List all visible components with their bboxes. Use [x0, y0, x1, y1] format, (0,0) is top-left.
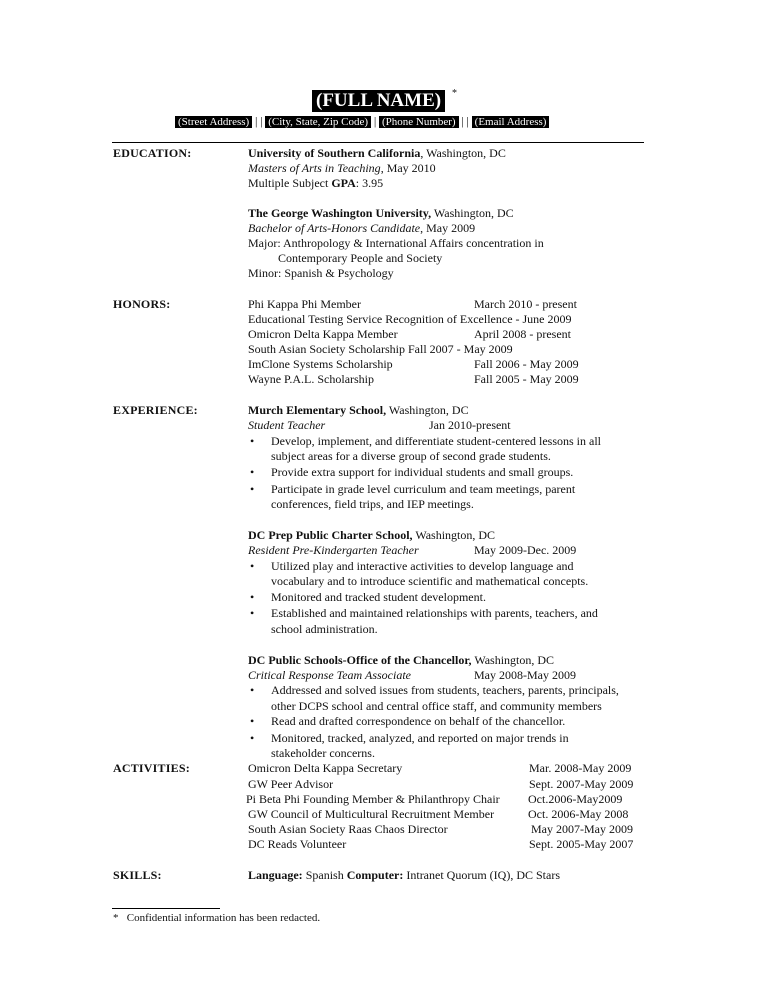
activity-date: Sept. 2005-May 2007	[529, 837, 634, 851]
activity-date: Mar. 2008-May 2009	[529, 761, 632, 775]
job-employer: Murch Elementary School, Washington, DC	[248, 403, 469, 417]
job-bullet: Provide extra support for individual students and small groups.	[271, 465, 574, 479]
bullet-icon: •	[250, 714, 255, 728]
job-bullet: Utilized play and interactive activities to develop language and	[271, 559, 574, 573]
gwu-school: The George Washington University, Washington, DC	[248, 206, 514, 220]
activity-date: May 2007-May 2009	[531, 822, 633, 836]
job-title: Resident Pre-Kindergarten Teacher	[248, 543, 419, 557]
header-rule	[112, 142, 644, 143]
activity-item: Pi Beta Phi Founding Member & Philanthropy Chair	[246, 792, 500, 806]
bullet-icon: •	[250, 559, 255, 573]
job-bullet-cont: subject areas for a diverse group of second grade students.	[271, 449, 551, 463]
job-bullet: Read and drafted correspondence on behalf of the chancellor.	[271, 714, 566, 728]
job-bullet-cont: school administration.	[271, 622, 378, 636]
gwu-major-cont: Contemporary People and Society	[278, 251, 443, 265]
job-employer: DC Public Schools-Office of the Chancellor, Washington, DC	[248, 653, 555, 667]
job-date: May 2009-Dec. 2009	[474, 543, 577, 557]
separator: |	[260, 114, 263, 128]
activity-date: Sept. 2007-May 2009	[529, 777, 634, 791]
bullet-icon: •	[250, 606, 255, 620]
job-bullet-cont: other DCPS school and central office staff, and community members	[271, 699, 602, 713]
footnote	[113, 912, 320, 924]
separator: |	[466, 114, 469, 128]
experience-heading: EXPERIENCE:	[113, 403, 198, 417]
bullet-icon: •	[250, 683, 255, 697]
activities-heading: ACTIVITIES:	[113, 761, 190, 775]
activity-item: DC Reads Volunteer	[248, 837, 347, 851]
skills-line: Language: Spanish Computer: Intranet Quorum (IQ), DC Stars	[248, 868, 560, 882]
honor-date: April 2008 - present	[474, 327, 571, 341]
footnote-marker: *	[113, 912, 119, 924]
job-bullet: Monitored and tracked student development.	[271, 590, 486, 604]
phone-number: (Phone Number)	[379, 116, 459, 128]
honor-item: ImClone Systems Scholarship	[248, 357, 393, 371]
job-title: Student Teacher	[248, 418, 326, 432]
separator: |	[373, 114, 377, 128]
job-date: May 2008-May 2009	[474, 668, 576, 682]
bullet-icon: •	[250, 482, 255, 496]
job-bullet: Addressed and solved issues from students, teachers, parents, principals,	[271, 683, 619, 697]
separator: |	[254, 114, 258, 128]
gwu-degree: Bachelor of Arts-Honors Candidate, May 2009	[248, 221, 476, 235]
contact-line	[175, 114, 549, 128]
bullet-icon: •	[250, 434, 255, 448]
honor-item: Omicron Delta Kappa Member	[248, 327, 398, 341]
honor-date: Fall 2005 - May 2009	[474, 372, 579, 386]
honor-item: South Asian Society Scholarship Fall 2007 - May 2009	[248, 342, 513, 356]
activity-date: Oct.2006-May2009	[528, 792, 623, 806]
bullet-icon: •	[250, 731, 255, 745]
job-bullet: Established and maintained relationships with parents, teachers, and	[271, 606, 598, 620]
footnote-marker: *	[452, 88, 457, 99]
honor-item: Wayne P.A.L. Scholarship	[248, 372, 375, 386]
usc-school: University of Southern California, Washington, DC	[248, 146, 506, 160]
job-bullet-cont: vocabulary and to introduce scientific and mathematical concepts.	[271, 574, 589, 588]
activity-item: GW Peer Advisor	[248, 777, 334, 791]
email-address: (Email Address)	[472, 116, 550, 128]
activity-item: Omicron Delta Kappa Secretary	[248, 761, 403, 775]
activity-item: GW Council of Multicultural Recruitment Member	[248, 807, 495, 821]
bullet-icon: •	[250, 590, 255, 604]
footnote-text: Confidential information has been redacted.	[126, 912, 321, 924]
gwu-minor: Minor: Spanish & Psychology	[248, 266, 394, 280]
honor-date: Fall 2006 - May 2009	[474, 357, 579, 371]
footnote-rule	[112, 908, 220, 909]
job-date: Jan 2010-present	[429, 418, 511, 432]
job-title: Critical Response Team Associate	[248, 668, 411, 682]
activity-date: Oct. 2006-May 2008	[528, 807, 629, 821]
honors-heading: HONORS:	[113, 297, 171, 311]
street-address: (Street Address)	[175, 116, 252, 128]
education-heading: EDUCATION:	[113, 146, 192, 160]
bullet-icon: •	[250, 465, 255, 479]
job-bullet-cont: conferences, field trips, and IEP meetings.	[271, 497, 474, 511]
full-name: (FULL NAME)	[312, 90, 445, 112]
honor-date: March 2010 - present	[474, 297, 577, 311]
usc-gpa: Multiple Subject GPA: 3.95	[248, 176, 384, 190]
job-bullet: Develop, implement, and differentiate student-centered lessons in all	[271, 434, 602, 448]
activity-item: South Asian Society Raas Chaos Director	[248, 822, 448, 836]
usc-degree: Masters of Arts in Teaching, May 2010	[248, 161, 436, 175]
honor-item: Phi Kappa Phi Member	[248, 297, 361, 311]
job-bullet: Monitored, tracked, analyzed, and reported on major trends in	[271, 731, 569, 745]
gwu-major: Major: Anthropology & International Affairs concentration in	[248, 236, 544, 250]
skills-heading: SKILLS:	[113, 868, 162, 882]
job-bullet-cont: stakeholder concerns.	[271, 746, 375, 760]
separator: |	[461, 114, 464, 128]
job-bullet: Participate in grade level curriculum and team meetings, parent	[271, 482, 576, 496]
job-employer: DC Prep Public Charter School, Washington, DC	[248, 528, 496, 542]
honor-item: Educational Testing Service Recognition of Excellence - June 2009	[248, 312, 572, 326]
city-state-zip: (City, State, Zip Code)	[265, 116, 371, 128]
